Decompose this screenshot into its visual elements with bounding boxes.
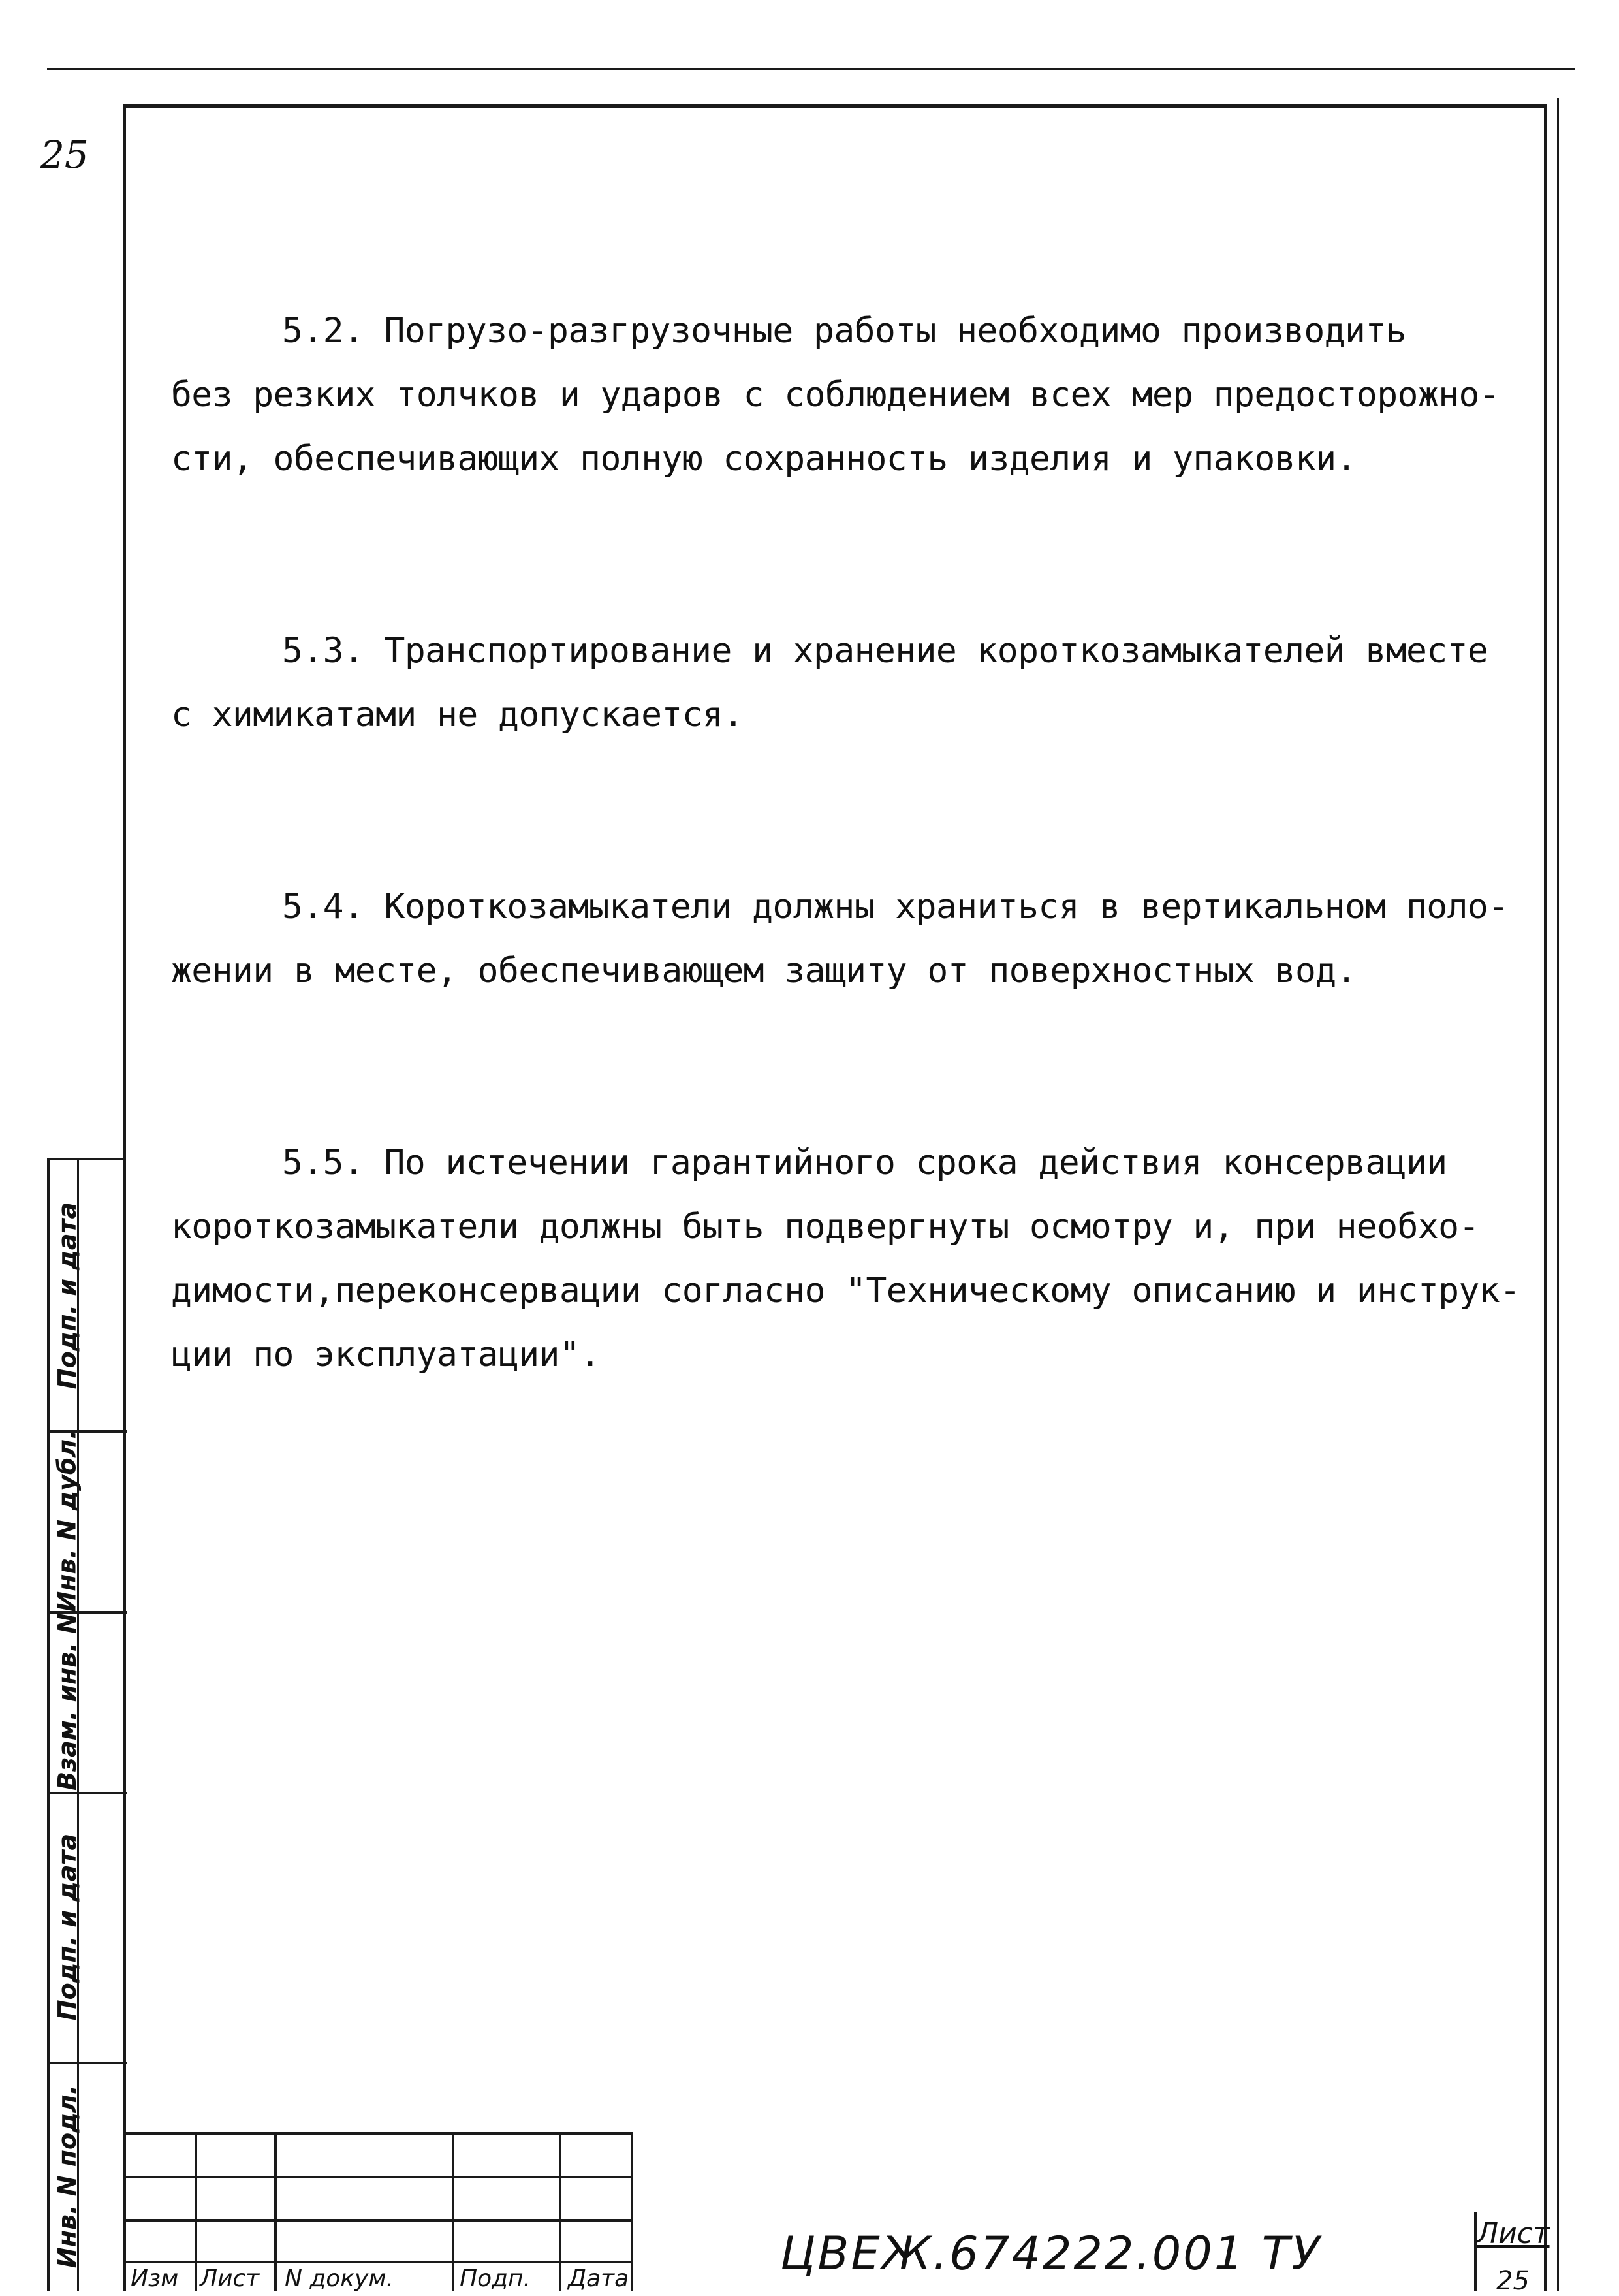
text-line: 5.3. Транспортирование и хранение короткозамыкателей вместе	[282, 631, 1488, 671]
text-line: с химикатами не допускается.	[171, 695, 744, 735]
title-block-line	[195, 2132, 197, 2291]
text-line: 5.5. По истечении гарантийного срока действия консервации	[282, 1143, 1447, 1183]
title-block-header: Подп.	[460, 2265, 531, 2292]
page-frame-edge	[1557, 98, 1559, 2291]
title-block-header: N докум.	[285, 2265, 394, 2292]
text-line: без резких толчков и ударов с соблюдением всех мер предосторожно-	[171, 375, 1500, 415]
text-line: 5.2. Погрузо-разгрузочные работы необходимо производить	[282, 311, 1406, 351]
title-block-line	[123, 2219, 632, 2222]
side-stamp-label: Инв. N дубл.	[53, 1429, 82, 1612]
document-code: ЦВЕЖ.674222.001 ТУ	[780, 2227, 1321, 2280]
paragraph-5-3	[171, 619, 1516, 747]
title-block-line	[123, 2132, 632, 2135]
title-block-line	[123, 2261, 632, 2263]
sheet-label: Лист	[1477, 2217, 1550, 2250]
text-line: короткозамыкатели должны быть подвергнуты осмотру и, при необхо-	[171, 1207, 1479, 1247]
title-block-line	[559, 2132, 561, 2291]
text-line: сти, обеспечивающих полную сохранность изделия и упаковки.	[171, 439, 1357, 479]
text-line: ции по эксплуатации".	[171, 1335, 601, 1375]
top-rule	[47, 68, 1575, 70]
title-block-header: Изм	[131, 2265, 179, 2292]
side-stamp-label: Подп. и дата	[53, 1833, 82, 2020]
body-text	[171, 171, 1520, 1451]
paragraph-5-5	[171, 1131, 1520, 1387]
page-number: 25	[40, 133, 89, 177]
text-line: димости,переконсервации согласно "Техническому описанию и инструк-	[171, 1271, 1520, 1311]
sheet-number: 25	[1496, 2266, 1530, 2296]
side-stamp-label: Подп. и дата	[53, 1202, 82, 1389]
title-block-header: Дата	[568, 2265, 629, 2292]
title-block-line	[274, 2132, 277, 2291]
title-block-line	[631, 2132, 633, 2291]
paragraph-5-4	[171, 875, 1516, 1003]
text-line: 5.4. Короткозамыкатели должны храниться в вертикальном поло-	[282, 887, 1509, 927]
paragraph-5-2	[171, 299, 1516, 491]
title-block-line	[452, 2132, 454, 2291]
side-stamp	[47, 1158, 124, 2291]
side-stamp-column-divider	[77, 1158, 79, 2291]
title-block-line	[123, 2176, 632, 2178]
title-block-header: Лист	[200, 2265, 260, 2292]
text-line: жении в месте, обеспечивающем защиту от поверхностных вод.	[171, 951, 1357, 991]
side-stamp-label: Инв. N подл.	[53, 2084, 82, 2268]
side-stamp-label: Взам. инв. N	[53, 1612, 82, 1791]
